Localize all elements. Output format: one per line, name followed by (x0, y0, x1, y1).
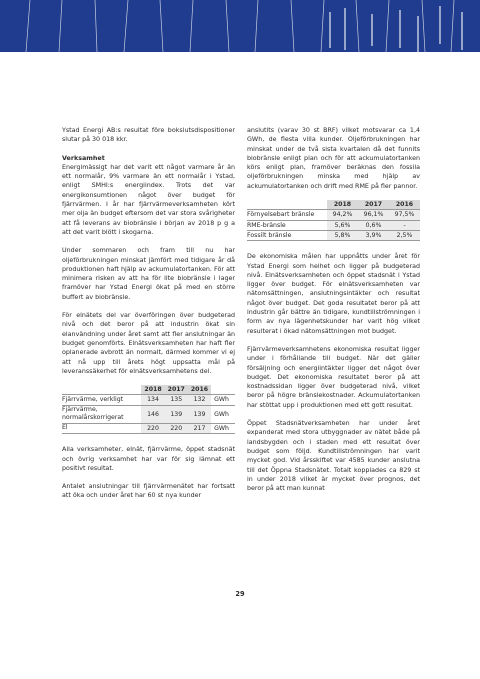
intro-paragraph: Ystad Energi AB:s resultat före bokslutsdispositioner slutar på 30 018 kkr. (62, 127, 235, 144)
table-header-cell: 2016 (389, 200, 420, 210)
body-paragraph: För elnätets del var överföringen över budgeterad nivå och det beror på att industrin ökat sin elanvändning under året samt att fler anslutningar än budget genomförts. Elnätsverksamheten har haft fler oplanerade avbrott än normalt, därmed kommer vi ej att nå upp till årets högt uppsatta mål på leveranssäkerhet för elnätsverksamhetens del. (62, 312, 235, 375)
table-cell: 139 (188, 405, 211, 423)
fuel-mix-table (247, 200, 420, 241)
table-cell: 96,1% (358, 210, 389, 220)
table-cell: 0,6% (358, 220, 389, 230)
table-cell: 139 (165, 405, 188, 423)
body-paragraph: Alla verksamheter, elnät, fjärrvärme, öppet stadsnät och övrig verksamhet har var för sig lämnat ett positivt resultat. (62, 446, 235, 472)
banner-pattern (0, 0, 480, 52)
table-header-row (62, 385, 235, 395)
table-row (62, 423, 235, 433)
table-cell: 5,6% (327, 220, 358, 230)
table-header-cell: 2017 (358, 200, 389, 210)
table-row (62, 395, 235, 405)
table-cell: 5,8% (327, 230, 358, 240)
body-paragraph: Under sommaren och fram till nu har oljeförbrukningen minskat jämfört med tidigare år då produktionen haft hjälp av ackumulatortanken. För att minimera risken av att ha för lite biobränsle i lager framöver har Ystad Energi ökat på med en större buffert av biobränsle. (62, 247, 235, 301)
table-cell: 3,9% (358, 230, 389, 240)
row-label: El (62, 423, 141, 433)
table-cell: 217 (188, 423, 211, 433)
table-row (247, 210, 420, 220)
table-header-cell: 2018 (141, 385, 164, 395)
right-column (247, 126, 420, 502)
table-cell: 132 (188, 395, 211, 405)
row-label: Fjärrvärme, verkligt (62, 395, 141, 405)
table-cell: 97,5% (389, 210, 420, 220)
row-label: Förnyelsebart bränsle (247, 210, 327, 220)
table-row (247, 230, 420, 240)
table-row (62, 405, 235, 423)
row-label: Fjärrvärme, normalårskorrigerat (62, 405, 141, 423)
left-column (62, 126, 235, 510)
section-heading: Verksamhet (62, 154, 105, 162)
table-cell: 94,2% (327, 210, 358, 220)
body-paragraph: Antalet anslutningar till fjärrvärmenätet har fortsatt att öka och under året har 60 st nya kunder (62, 483, 235, 500)
body-paragraph: Fjärrvärmeverksamhetens ekonomiska resultat ligger under i förhållande till budget. När det gäller försäljning och energiintäkter ligger det något över budget. Det ekonomiska resultatet beror på att kostnadssidan ligger över budgeterad nivå, vilket beror på högre bränslekostnader. Ackumulatortanken har stöttat upp i produktionen med ett gott resultat. (247, 345, 420, 409)
energy-volume-table (62, 385, 235, 434)
body-paragraph: anslutits (varav 30 st BRF) vilket motsvarar ca 1,4 GWh, de flesta villa kunder. Oljeförbrukningen har minskat under de två sista kvartalen då det funnits biobränsle enligt plan och för att ackumulatortanken körs enligt plan, framöver beräknas den fossila oljeförbrukningen minska med hjälp av ackumulatortanken och drift med RME på fler pannor. (247, 127, 420, 190)
body-paragraph: De ekonomiska målen har uppnåtts under året för Ystad Energi som helhet och ligger på budgeterad nivå. Elnätsverksamheten och öppet stadsnät i Ystad ligger över budget. För elnätsverksamheten var nätomsättningen, anslutningsintäkter och resultat något över budget. Det goda resultatet beror på att industrin går bättre än tidigare, kundtillströmningen i form av nya lägenhetskunder har varit hög vilket resulterat i ökad nätomsättningen mot budget. (247, 253, 420, 335)
body-paragraph: Energimässigt har det varit ett något varmare år än ett normalår, 9% varmare än ett normalår i Ystad, enligt SMHI:s energiindex. Trots det var energikonsumtionen något över budget för fjärrvärmen. I år har fjärrvärmeverksamheten kört mer olja än budget eftersom det var stora svårigheter att få leverans av biobränsle i början av 2018 p g a att det varit blött i skogarna. (62, 163, 235, 236)
header-banner (0, 0, 480, 52)
table-cell: 2,5% (389, 230, 420, 240)
body-paragraph: Öppet Stadsnätverksamheten har under året expanderat med stora utbyggnader av nätet både på landsbygden och i staden med ett resultat över budget som följd. Kundtillströmningen har varit mycket god. Vid årsskiftet var 4585 kunder anslutna till det Öppna Stadsnätet. Totalt kopplades ca 829 st in under 2018 vilket är mycket över prognos, det beror på att man kunnat (247, 420, 420, 493)
table-cell: 134 (141, 395, 164, 405)
unit-cell: GWh (211, 423, 235, 433)
row-label: RME-bränsle (247, 220, 327, 230)
table-cell: 220 (165, 423, 188, 433)
table-header-cell: 2016 (188, 385, 211, 395)
table-header-cell: 2017 (165, 385, 188, 395)
table-header-row (247, 200, 420, 210)
table-row (247, 220, 420, 230)
unit-cell: GWh (211, 395, 235, 405)
table-header-cell: 2018 (327, 200, 358, 210)
table-cell: 220 (141, 423, 164, 433)
row-label: Fossilt bränsle (247, 230, 327, 240)
unit-cell: GWh (211, 405, 235, 423)
table-cell: - (389, 220, 420, 230)
table-cell: 146 (141, 405, 164, 423)
table-cell: 135 (165, 395, 188, 405)
page-number: 29 (235, 590, 245, 598)
